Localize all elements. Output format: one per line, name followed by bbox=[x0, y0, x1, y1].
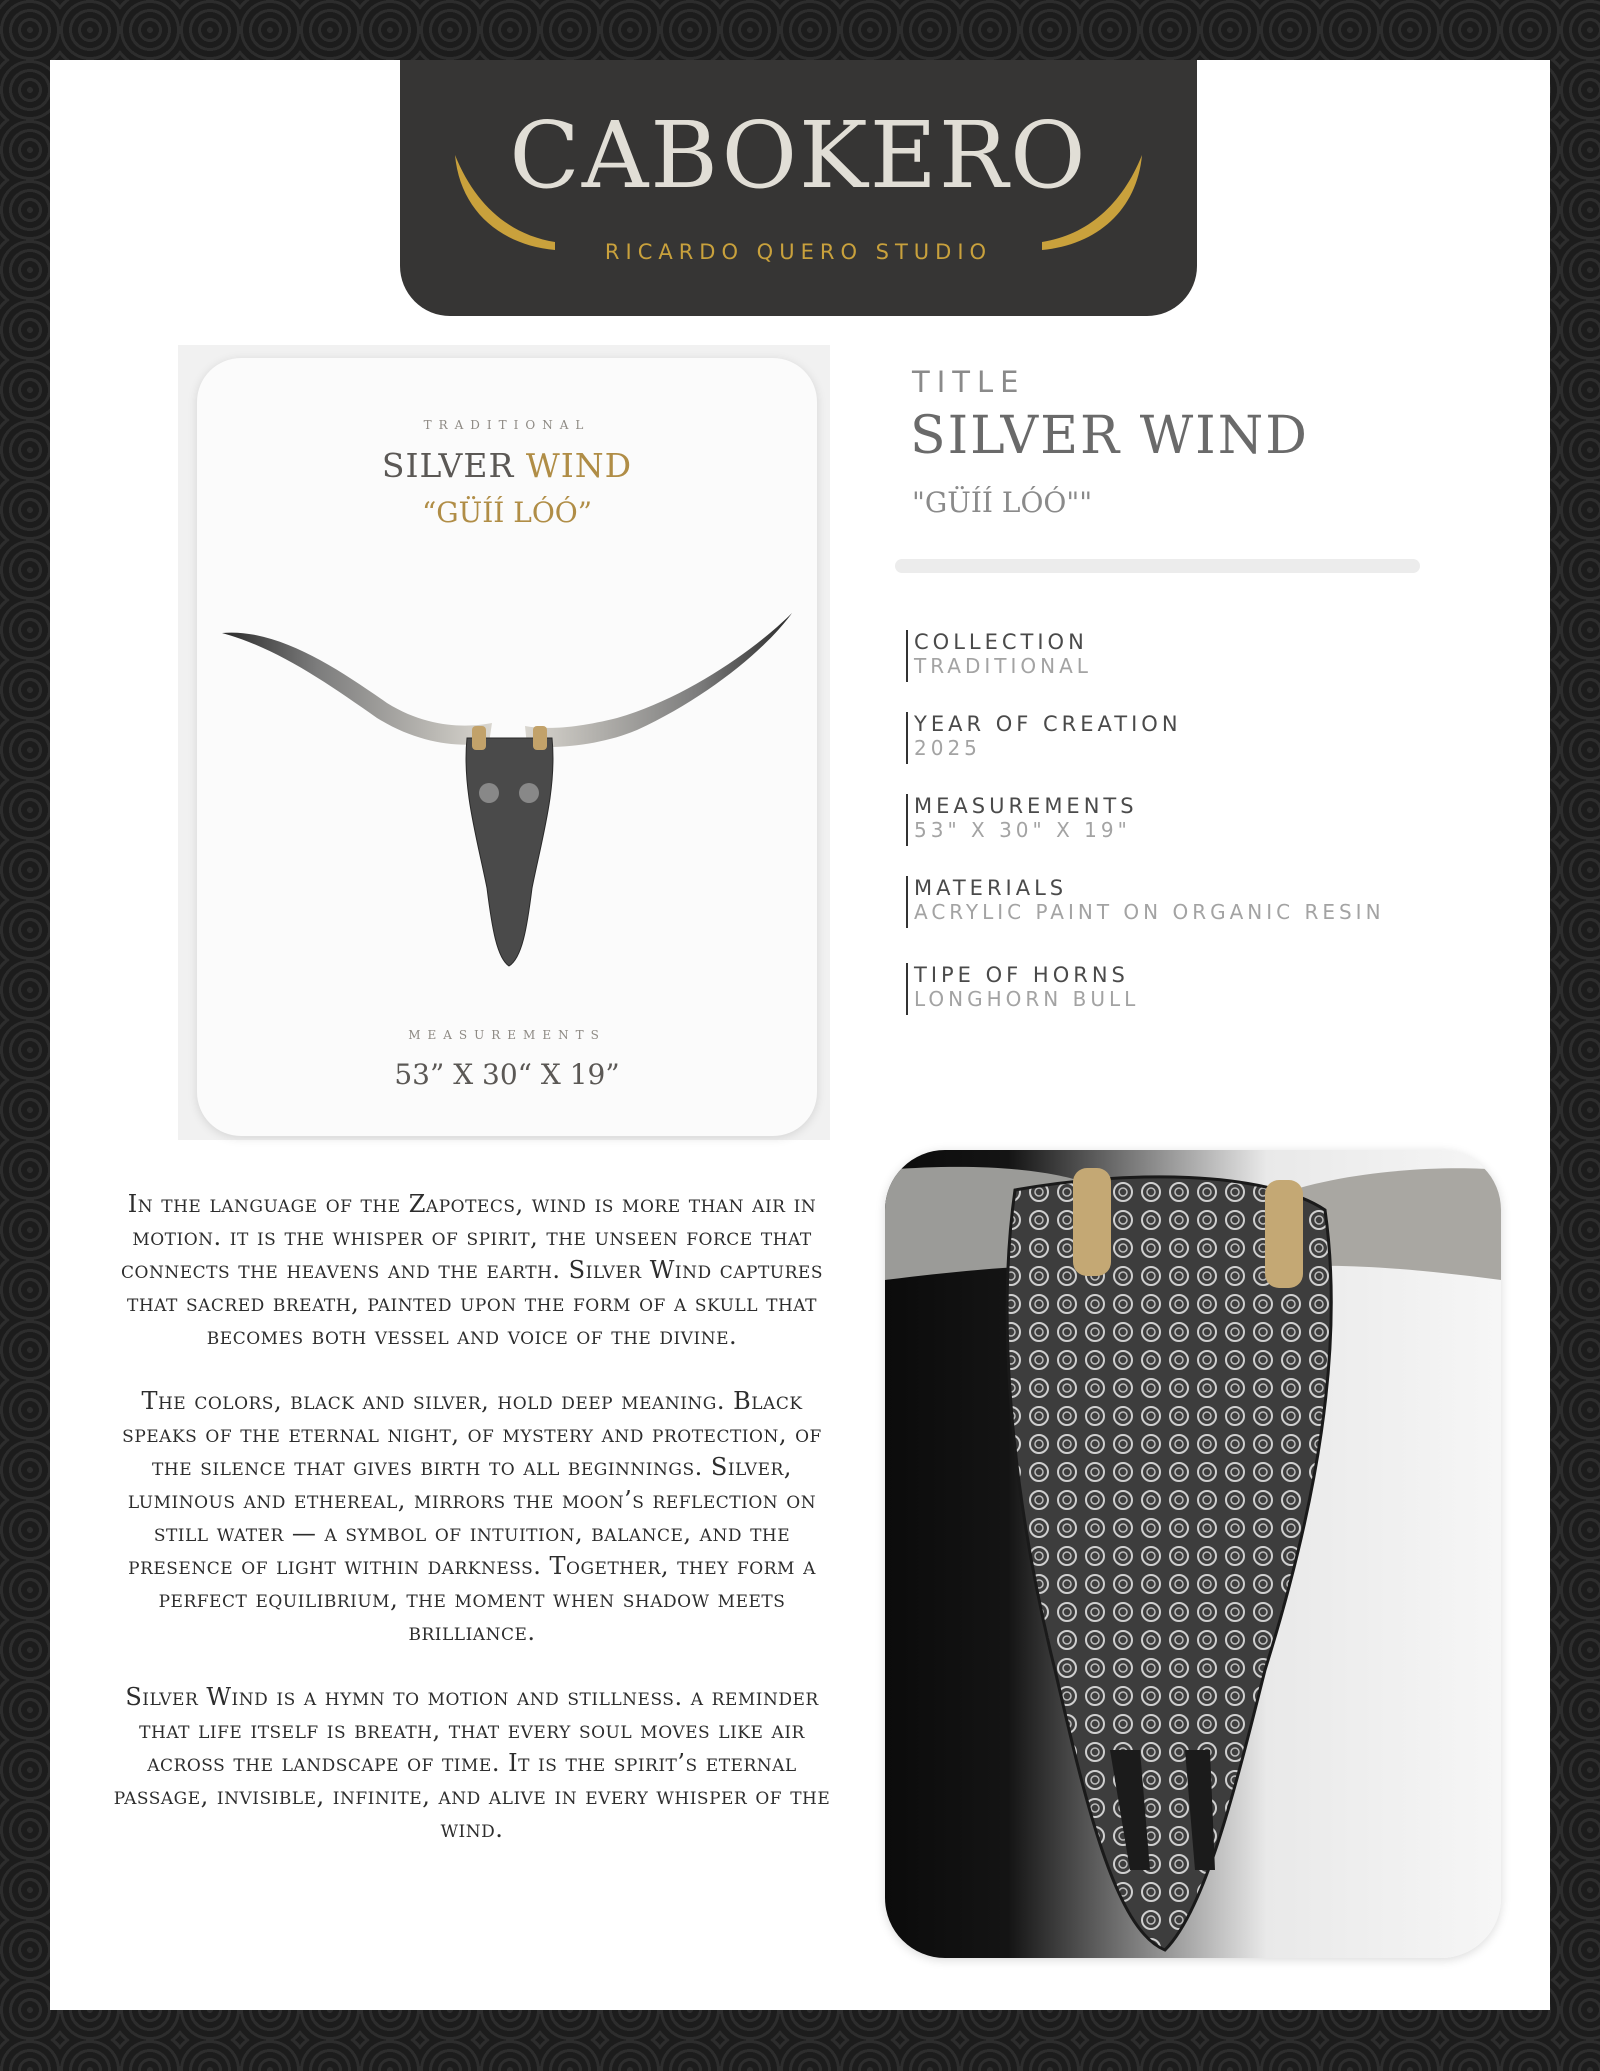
spec-key: YEAR OF CREATION bbox=[914, 712, 1182, 736]
brand-header bbox=[400, 60, 1197, 316]
spec-value: TRADITIONAL bbox=[914, 654, 1092, 678]
artwork-title: SILVER WIND bbox=[910, 406, 1309, 466]
card-title bbox=[197, 446, 817, 485]
brand-subtitle: RICARDO QUERO STUDIO bbox=[604, 240, 993, 264]
card-measurements-label: MEASUREMENTS bbox=[408, 1028, 606, 1042]
divider bbox=[895, 559, 1420, 573]
spec-value: LONGHORN BULL bbox=[914, 987, 1140, 1011]
card-collection-label: TRADITIONAL bbox=[423, 418, 591, 432]
info-label: TITLE bbox=[912, 365, 1026, 399]
description-paragraph: The colors, black and silver, hold deep meaning. Black speaks of the eternal night, of mystery and protection, of the silence that gives birth to all beginnings. Silver, luminous and ethereal, mirrors the moon’s reflection on still water — a symbol of intuition, balance, and the presence of light within darkness. Together, they form a perfect equilibrium, the moment when shadow meets brilliance. bbox=[122, 1387, 822, 1646]
description-paragraph: In the language of the Zapotecs, wind is more than air in motion. it is the whisper of spirit, the unseen force that connects the heavens and the earth. Silver Wind captures that sacred breath, painted upon the form of a skull that becomes both vessel and voice of the divine. bbox=[121, 1190, 823, 1350]
artwork-subtitle: "GÜÍÍ LÓÓ"" bbox=[912, 486, 1093, 519]
spec-key: MATERIALS bbox=[914, 876, 1068, 900]
longhorn-skull-image bbox=[217, 608, 797, 988]
artwork-description bbox=[112, 1188, 832, 1879]
card-measurements-value: 53” X 30“ X 19” bbox=[394, 1058, 620, 1091]
card-title-main: SILVER bbox=[381, 446, 515, 485]
spec-materials bbox=[906, 876, 1385, 928]
spec-collection bbox=[906, 630, 1092, 682]
skull-closeup-illustration bbox=[885, 1150, 1501, 1958]
description-paragraph: Silver Wind is a hymn to motion and stillness. a reminder that life itself is breath, that every soul moves like air across the landscape of time. It is the spirit’s eternal passage, invisible, infinite, and alive in every whisper of the wind. bbox=[113, 1683, 831, 1843]
spec-key: TIPE OF HORNS bbox=[914, 963, 1129, 987]
card-subtitle: “GÜÍÍ LÓÓ” bbox=[421, 496, 593, 529]
spec-value: 53" X 30" X 19" bbox=[914, 818, 1131, 842]
skull-closeup-photo bbox=[885, 1150, 1501, 1958]
spec-year bbox=[906, 712, 1182, 764]
spec-value: 2025 bbox=[914, 736, 981, 760]
spec-value: ACRYLIC PAINT ON ORGANIC RESIN bbox=[914, 900, 1385, 924]
card-title-accent: WIND bbox=[525, 446, 633, 485]
spec-key: COLLECTION bbox=[914, 630, 1088, 654]
spec-key: MEASUREMENTS bbox=[914, 794, 1138, 818]
brand-wordmark: CABOKERO bbox=[509, 102, 1088, 209]
spec-measurements bbox=[906, 794, 1138, 846]
spec-horns bbox=[906, 963, 1139, 1015]
artwork-card bbox=[197, 358, 817, 1136]
spec-sheet-page bbox=[50, 60, 1550, 2010]
